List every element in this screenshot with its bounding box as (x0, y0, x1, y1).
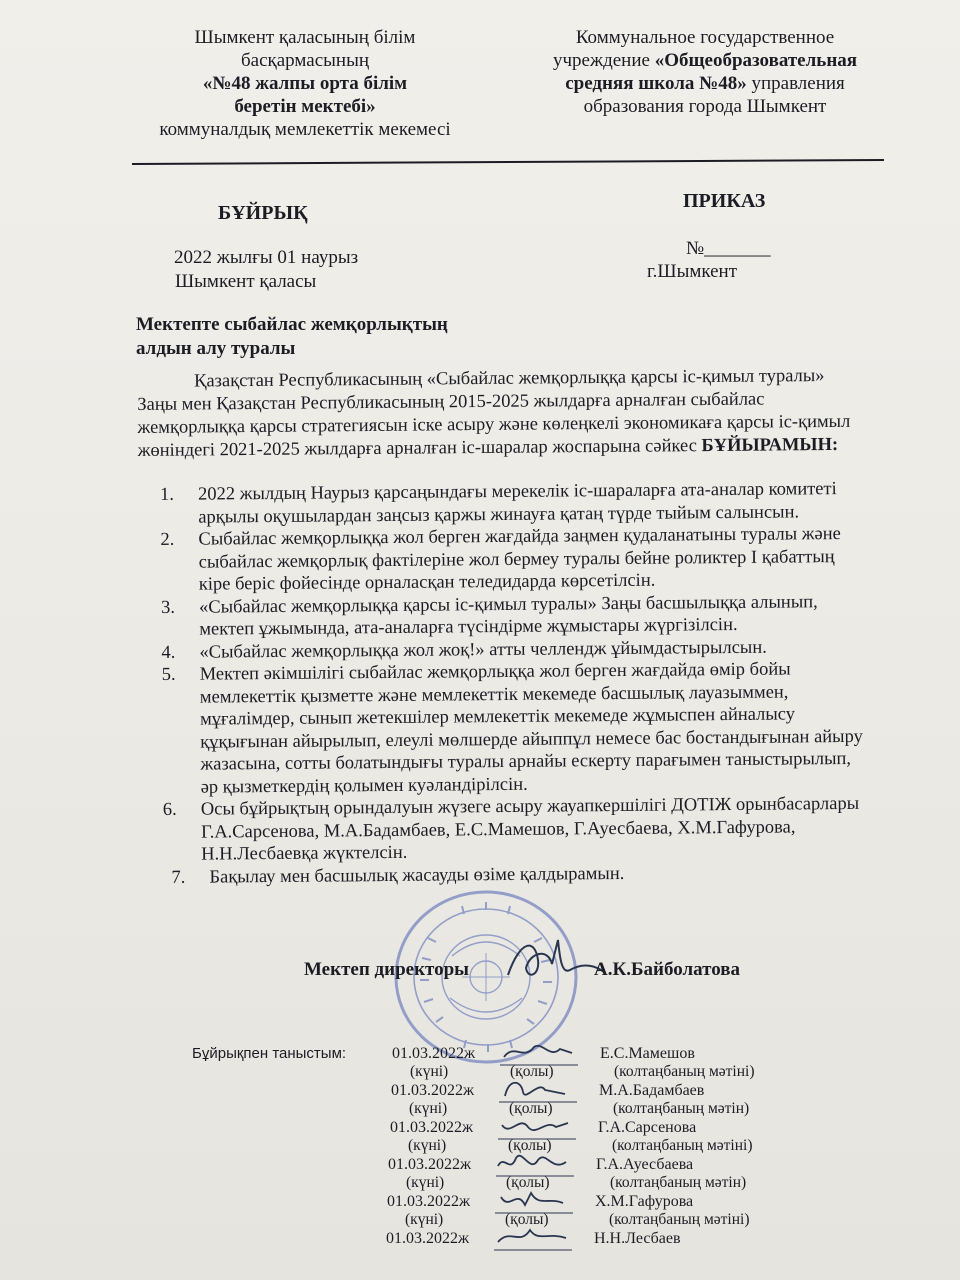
ack-name: Е.С.Мамешов (600, 1045, 695, 1062)
order-item-number: 2. (160, 529, 175, 550)
ack-name-caption: (колтаңбаның мәтін) (613, 1100, 750, 1117)
preamble-line1: Қазақстан Республикасының «Сыбайлас жемқорлыққа қарсы іс-қимыл туралы» (194, 366, 825, 392)
header-kazakh (140, 26, 470, 141)
header-divider (132, 159, 884, 165)
order-city-ru: г.Шымкент (647, 261, 738, 282)
order-item-line: Мектеп әкімшілігі сыбайлас жемқорлыққа жол берген жағдайда өмір бойы (199, 659, 791, 685)
order-number-ru: №_______ (686, 238, 771, 259)
preamble-line4: жөніндегі 2021-2025 жылдарға арналған іс-шаралар жоспарына сәйкес (137, 436, 702, 461)
order-item-line: кіре беріс фойесінде орналасқан теледидарда көрсетілсін. (198, 570, 656, 595)
header-ru-line4: образования города Шымкент (583, 96, 827, 117)
ack-name: Г.А.Сарсенова (598, 1119, 697, 1136)
header-kz-line4: беретін мектебі» (234, 96, 376, 117)
order-item-text (201, 792, 912, 866)
order-item-line: мұғалімдер, сынып жетекшілер мемлекеттік мекемеде жұмыспен айналысу (199, 704, 796, 730)
order-item-line: Г.А.Сарсенова, М.А.Бадамбаев, Е.С.Мамешов, Г.Ауесбаева, Х.М.Гафурова, (200, 816, 796, 843)
director-position: Мектеп директоры (304, 959, 470, 980)
header-ru-line2 (520, 49, 890, 72)
order-item-line: Осы бұйрықтың орындалуын жүзеге асыру жауапкершілігі ДОТІЖ орынбасарлары (200, 793, 860, 820)
header-russian (520, 26, 890, 118)
order-item-text (209, 860, 911, 889)
order-item-line: «Сыбайлас жемқорлыққа қарсы іс-қимыл туралы» Заңы басшылыққа алынып, (198, 591, 818, 618)
ack-sign-caption: (қолы) (509, 1100, 553, 1117)
ack-name: М.А.Бадамбаев (599, 1082, 705, 1099)
header-ru-line1: Коммунальное государственное (575, 27, 835, 48)
director-name: А.К.Байболатова (594, 959, 741, 980)
order-item-line: сыбайлас жемқорлық фактілеріне жол бермеу туралы бейне роликтер І қабаттың (198, 546, 835, 573)
order-item-line: 2022 жылдың Наурыз қарсаңындағы мерекелік іс-шараларға ата-аналар комитеті (198, 479, 837, 505)
order-item-number: 4. (161, 642, 176, 663)
order-item (162, 657, 911, 799)
order-item-line: әр қызметкердің қолымен куәландірілсін. (200, 774, 528, 798)
order-item-text (200, 657, 911, 798)
ack-name: Н.Н.Лесбаев (594, 1230, 681, 1247)
order-item-number: 7. (171, 867, 186, 888)
order-city-kz: Шымкент қаласы (175, 271, 317, 292)
ack-date: 01.03.2022ж (390, 1119, 474, 1136)
order-item-line: Сыбайлас жемқорлыққа жол берген жағдайда заңмен қудаланатыны туралы және (198, 524, 841, 550)
ack-sign-caption: (қолы) (508, 1137, 552, 1154)
ack-date-caption: (күні) (408, 1137, 447, 1154)
order-item-line: «Сыбайлас жемқорлыққа жол жоқ!» атты челлендж ұйымдастырылсын. (199, 637, 767, 663)
preamble-order-word: БҰЙЫРАМЫН: (701, 434, 839, 457)
order-item-text (198, 477, 908, 528)
order-item-number: 3. (160, 597, 176, 618)
ack-name-caption: (колтаңбаның мәтіні) (614, 1063, 755, 1080)
order-items (160, 477, 912, 889)
ack-date-caption: (күні) (410, 1063, 449, 1080)
order-item (163, 792, 912, 866)
header-ru-line2-bold: «Общеобразовательная (654, 50, 858, 71)
order-item-line: мектеп ұжымында, ата-аналарға түсіндірме жұмыстары жүргізілсін. (199, 614, 738, 640)
order-item-line: арқылы оқушылардан заңсыз қаржы жинауға қатаң түрде тыйым салынсын. (198, 501, 800, 528)
ack-name-caption: (колтаңбаның мәтін) (610, 1174, 747, 1191)
ack-sign-caption: (қолы) (506, 1174, 550, 1191)
subject-line2: алдын алу туралы (136, 338, 296, 359)
header-ru-line3-post: управления (746, 73, 845, 94)
ack-name: Х.М.Гафурова (595, 1193, 694, 1210)
ack-date: 01.03.2022ж (392, 1045, 476, 1062)
order-item-line: жазасына, сотты болатындығы туралы арнайы ескерту парағымен таныстырылып, (200, 748, 852, 775)
order-item-number: 5. (161, 664, 176, 685)
ack-signature-scribble (494, 1224, 574, 1254)
order-item-number: 6. (162, 799, 177, 820)
ack-date: 01.03.2022ж (386, 1230, 470, 1247)
order-item (160, 477, 908, 529)
preamble-line2: Заңы мен Қазақстан Республикасының 2015-2025 жылдарға арналған сыбайлас (137, 389, 765, 415)
order-item-line: мемлекеттік қызметте және мемлекеттік мекемеде басшылық лауазыммен, (199, 682, 789, 708)
header-ru-line2-pre: учреждение (552, 50, 655, 71)
ack-date-caption: (күні) (406, 1174, 445, 1191)
ack-date: 01.03.2022ж (391, 1082, 475, 1099)
order-item-line: Н.Н.Лесбаевқа жүктелсін. (201, 842, 408, 865)
order-item (160, 522, 909, 596)
ack-name: Г.А.Ауесбаева (596, 1156, 694, 1173)
ack-name-caption: (колтаңбаның мәтіні) (609, 1211, 750, 1228)
header-kz-line5: коммуналдық мемлекеттік мекемесі (159, 119, 451, 140)
ack-date: 01.03.2022ж (387, 1193, 471, 1210)
order-title-ru: ПРИКАЗ (683, 190, 766, 212)
header-kz-line2: басқармасының (240, 50, 370, 71)
subject-line1: Мектепте сыбайлас жемқорлықтың (136, 314, 448, 335)
order-date-kz: 2022 жылғы 01 наурыз (174, 247, 359, 268)
ack-sign-caption: (қолы) (505, 1211, 549, 1228)
ack-date-caption: (күні) (409, 1100, 448, 1117)
acknowledgement-label: Бұйрықпен таныстым: (192, 1045, 347, 1062)
order-subject (136, 313, 448, 361)
order-item-text (198, 522, 909, 596)
ack-date: 01.03.2022ж (388, 1156, 472, 1173)
preamble-line3: жемқорлыққа қарсы стратегиясын іске асыру және көлеңкелі экономикаға қарсы іс-қимыл (137, 411, 851, 438)
order-item-text (199, 590, 909, 641)
order-title-kz: БҰЙРЫҚ (218, 202, 308, 224)
order-preamble (137, 364, 908, 463)
header-ru-line3-bold: средняя школа №48» (565, 73, 747, 94)
ack-name-caption: (колтаңбаның мәтіні) (612, 1137, 753, 1154)
header-kz-line3: «№48 жалпы орта білім (202, 73, 408, 94)
ack-date-caption: (күні) (405, 1211, 444, 1228)
header-kz-line1: Шымкент қаласының білім (194, 27, 416, 48)
order-item-number: 1. (160, 484, 175, 505)
header-ru-line3 (520, 72, 890, 95)
order-item-line: Бақылау мен басшылық жасауды өзіме қалдырамын. (209, 863, 625, 888)
order-item-line: құқығынан айырылып, елеулі мөлшерде айыппұл немесе бас бостандығынан айыру (200, 726, 863, 753)
order-item (161, 590, 909, 642)
ack-sign-caption: (қолы) (510, 1063, 554, 1080)
